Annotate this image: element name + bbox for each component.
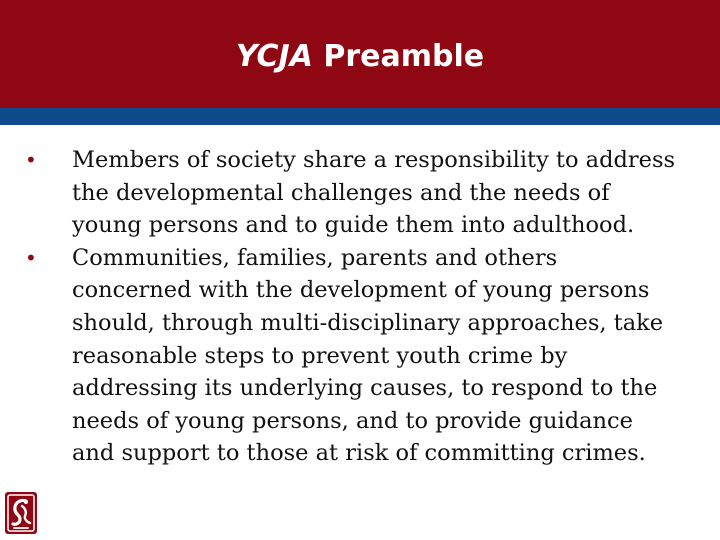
emblem-logo-icon <box>5 492 37 534</box>
slide-title-text: Preamble <box>323 39 485 74</box>
slide-title-acronym: YCJA <box>235 39 313 74</box>
bullet-item <box>0 242 720 470</box>
bullet-list <box>0 144 720 470</box>
accent-stripe <box>0 108 720 125</box>
bullet-item <box>0 144 720 242</box>
bullet-text: Communities, families, parents and others concerned with the development of young persons should, through multi-disciplinary approaches, take reasonable steps to prevent youth crime by addressing its underlying causes, to respond to the needs of young persons, and to provide guidance and support to those at risk of committing crimes. <box>72 244 664 467</box>
bullet-marker: • <box>25 148 37 172</box>
bullet-text: Members of society share a responsibility to address the developmental challenges and the needs of young persons and to guide them into adulthood. <box>72 147 676 239</box>
bullet-marker: • <box>25 245 37 270</box>
emblem-logo-graphic <box>5 492 37 534</box>
slide-title <box>0 36 720 78</box>
